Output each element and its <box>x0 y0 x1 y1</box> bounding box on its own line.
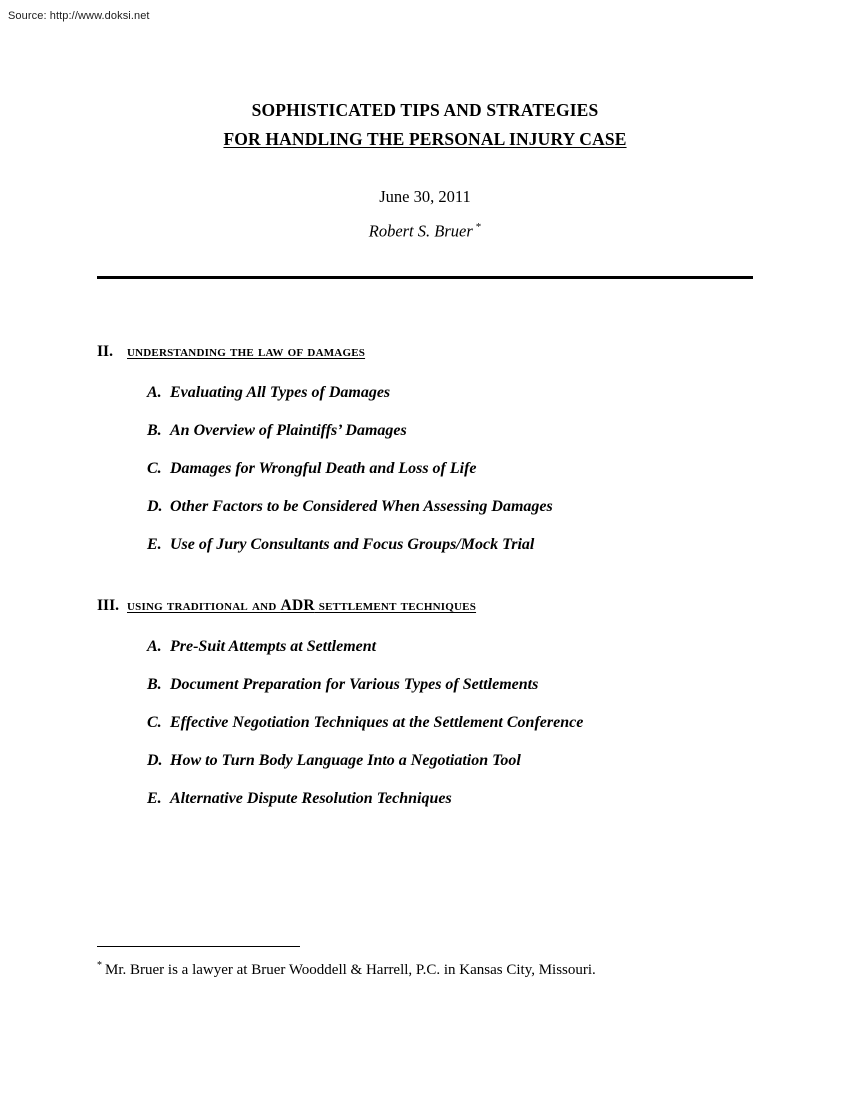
item-letter: C. <box>147 713 162 731</box>
item-text: Document Preparation for Various Types of Settlements <box>170 675 539 693</box>
footnote-separator-rule <box>97 946 300 947</box>
item-letter: B. <box>147 675 162 693</box>
footnote-text <box>97 956 753 980</box>
document-date: June 30, 2011 <box>379 187 471 206</box>
section-III-number: III. <box>97 596 119 614</box>
item-text: Effective Negotiation Techniques at the Settlement Conference <box>170 713 584 731</box>
item-letter: E. <box>147 789 162 807</box>
list-item <box>97 535 753 555</box>
section-III <box>97 555 753 809</box>
list-item <box>97 459 753 479</box>
list-item <box>97 675 753 695</box>
author-name: Robert S. Bruer <box>368 221 473 241</box>
section-II-heading <box>97 341 753 363</box>
list-item <box>97 713 753 733</box>
footnote-body: Mr. Bruer is a lawyer at Bruer Wooddell & Harrell, P.C. in Kansas City, Missouri. <box>105 962 596 978</box>
list-item <box>97 421 753 441</box>
section-III-title-part-2: settlement techniques <box>314 596 477 614</box>
list-item <box>97 789 753 809</box>
section-III-heading <box>97 595 753 617</box>
author-footnote-marker: * <box>475 221 482 233</box>
section-II-items <box>97 383 753 555</box>
list-item <box>97 497 753 517</box>
document-meta-block <box>97 182 753 247</box>
item-text: Other Factors to be Considered When Assessing Damages <box>170 497 553 515</box>
item-letter: D. <box>147 751 163 769</box>
list-item <box>97 751 753 771</box>
item-letter: B. <box>147 421 162 439</box>
section-II-title-text: understanding the law of damages <box>127 342 366 360</box>
source-watermark: Source: http://www.doksi.net <box>8 10 150 22</box>
list-item <box>97 637 753 657</box>
item-text: Damages for Wrongful Death and Loss of Life <box>170 459 477 477</box>
item-letter: E. <box>147 535 162 553</box>
item-text: Use of Jury Consultants and Focus Groups/Mock Trial <box>170 535 535 553</box>
footnote-marker: * <box>97 960 102 971</box>
section-II-title <box>127 343 365 360</box>
item-text: Alternative Dispute Resolution Techniques <box>170 789 452 807</box>
item-letter: A. <box>147 637 162 655</box>
list-item <box>97 383 753 403</box>
footnote-block <box>97 946 753 980</box>
document-author <box>97 212 753 247</box>
section-III-items <box>97 637 753 809</box>
item-letter: C. <box>147 459 162 477</box>
section-III-title <box>127 597 476 614</box>
section-II-number: II. <box>97 342 113 360</box>
section-II <box>97 279 753 555</box>
section-III-title-part-1: using traditional and <box>127 596 281 614</box>
document-content <box>97 0 753 809</box>
document-title-block <box>97 96 753 154</box>
section-III-title-acronym: ADR <box>280 596 315 614</box>
item-text: Pre-Suit Attempts at Settlement <box>170 637 377 655</box>
item-text: An Overview of Plaintiffs’ Damages <box>170 421 407 439</box>
document-title-line-1: SOPHISTICATED TIPS AND STRATEGIES <box>251 100 599 120</box>
item-letter: A. <box>147 383 162 401</box>
document-title-line-2: FOR HANDLING THE PERSONAL INJURY CASE <box>223 129 627 149</box>
item-text: Evaluating All Types of Damages <box>170 383 391 401</box>
item-letter: D. <box>147 497 163 515</box>
item-text: How to Turn Body Language Into a Negotiation Tool <box>170 751 521 769</box>
